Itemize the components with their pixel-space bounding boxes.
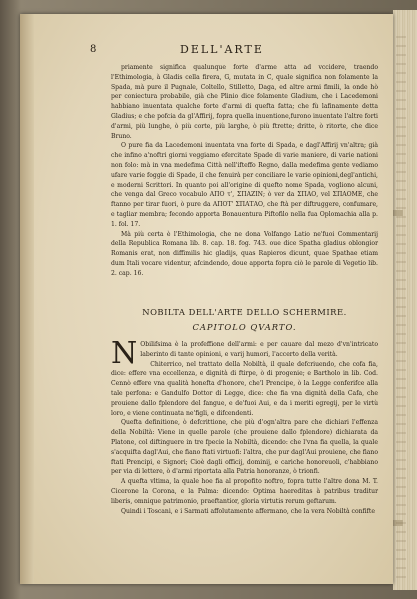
page-number: 8 (90, 44, 97, 55)
text-block-bottom (111, 336, 378, 516)
page-gutter (20, 14, 34, 584)
paragraph-first (111, 336, 378, 371)
paragraph: A quefta vltima, la quale hoe fia al propofito noftro, fopra tutte l'altre dona M. T. Cicerone la Corona, e la Palma: dicendo: Optima haereditas à patribus traditur liberis, omnique patrimonio, praeftantior, gloria virtutis rerum geftarum. (111, 478, 378, 505)
text-block-top (111, 63, 378, 279)
paragraph: O pure fia da Lacedemoni inuentata vna forte di Spada, e dagl'Affirij vn'altra; già che infino a'noftri giorni veggiamo efercitate Spade di varie maniere, di varie nationi non folo: mà in vna medefima Città nell'ifteffo Regno, dalla medefima gente vediamo ufare varie foggie di Spade, il che fenuirà per conciliare le varie opinioni,degl'antichi, e moderni Scrittori. In quanto poi all'origine di quefto nome Spada, vogliono alcuni, che venga dal Greco vocabulo ΑΠΟ τ', ΣΠΑΖΙΝ; ò ver da ΣΠΑΟ, vel ΣΠΑΟΜΕ, che ftanno per tirar fuori, ò pure da ΑΠΟΤ' ΣΠΑΤΑΟ, che ftà per diftruggere, confumare, e tagliar membra; fecondo apporta Bonauentura Piftofilo nella fua Oplomachia alla p. 1. fol. 17. (111, 142, 378, 228)
paragraph: Quindi i Toscani, e i Sarmati affolutamente affermano, che la vera Nobiltà confifte (121, 507, 375, 515)
paragraph: Mà più certa è l'Ethimologia, che ne dona Volfango Latio ne'fuoi Commentarij della Republica Romana lib. 8. cap. 18. fog. 743. oue dice Spatha gladius oblongior Romanis erat, non diffimilis hic gladijs, quas Rapieros dicunt, quae Spathae etiam dum Itali vocare videntur, afcindendo, doue apporta fopra ciò le parole di Vegetio lib. 2. cap. 16. (111, 230, 378, 277)
chapter-subtitle: CAPITOLO QVARTO. (192, 322, 297, 332)
paragraph: Quefta definitione, ò defcrittione, che più d'ogn'altra pare che dichiari l'effenza della Nobiltà: Viene in quelle parole (che prouiene dallo fplendore) dichiarata da Platone, col diftinguere in tre fpecie la Nobiltà, dicendo: che l'vna fia quella, la quale s'acquifta dagl'Aui, che fiano ftati virtuofi: l'altra, che pur dagl'Aui prouiene, che fiano ftati Prencipi, e Signori; Cioè dagli officij, dominij, e cariche honoreuoli, c'habbiano per via di lettere, ò d'armi riportata alla Patria honoranze, ò trionfi. (111, 419, 378, 476)
paragraph: Chiterrico, nel trattato della Nobiltà, il quale defcriuendo, che cofa fia, dice: effere vna eccellenza, e dignità di ftirpe, ò di progenie; e Bartholo in lib. Cod. Cennò effere vna qualità honefta d'honore, che'l Prencipe, ò la Legge conferifce alla tale perfona: e Gandulfo Dottor di Legge, dice: che fia vna dignità della Cafa, che prouiene dallo fplendore del fangue, e de'fuoi Aui, e da i meriti egregij, per le virtù loro, e viene continuata ne'figli, e difcendenti. (111, 360, 378, 417)
paragraph: priamente significa qualunque forte d'arme atta ad vccidere, traendo l'Ethimologia, à Gladis cella firera, G, mutata in C, quale significa non folamente la Spada, mà pure il Pugnale, Coltello, Stilletto, Daga, ed altre armi fimili, la onde hò per coniectura probabile, già che Plinio dice folamente Gladium, che i Lacedemoni habbiano inuentata qualche forte d'armi di quefta fatta; che fù lafinamente detta Gladius; e che pofcia da gl'Affirij, fopra quella inuentione,furono inuentate l'altre forti d'armi, più lunghe, ò più corte, più larghe, ò più ftrette; dritte, ò ritorte, che dice Bruno. (111, 64, 378, 140)
page-header (90, 44, 390, 62)
paragraph-text: Obilifsima è la profeffione dell'armi: e per cauare dal mezo d'vn'intricato laberinto di tante opinioni, e varij humori, l'accerto della verità. (140, 341, 378, 358)
chapter-title: NOBILTA DELL'ARTE DELLO SCHERMIRE. (142, 307, 347, 317)
ink-bleed (396, 36, 406, 584)
drop-cap: N (111, 336, 138, 371)
running-head: DELL'ARTE (180, 43, 264, 56)
